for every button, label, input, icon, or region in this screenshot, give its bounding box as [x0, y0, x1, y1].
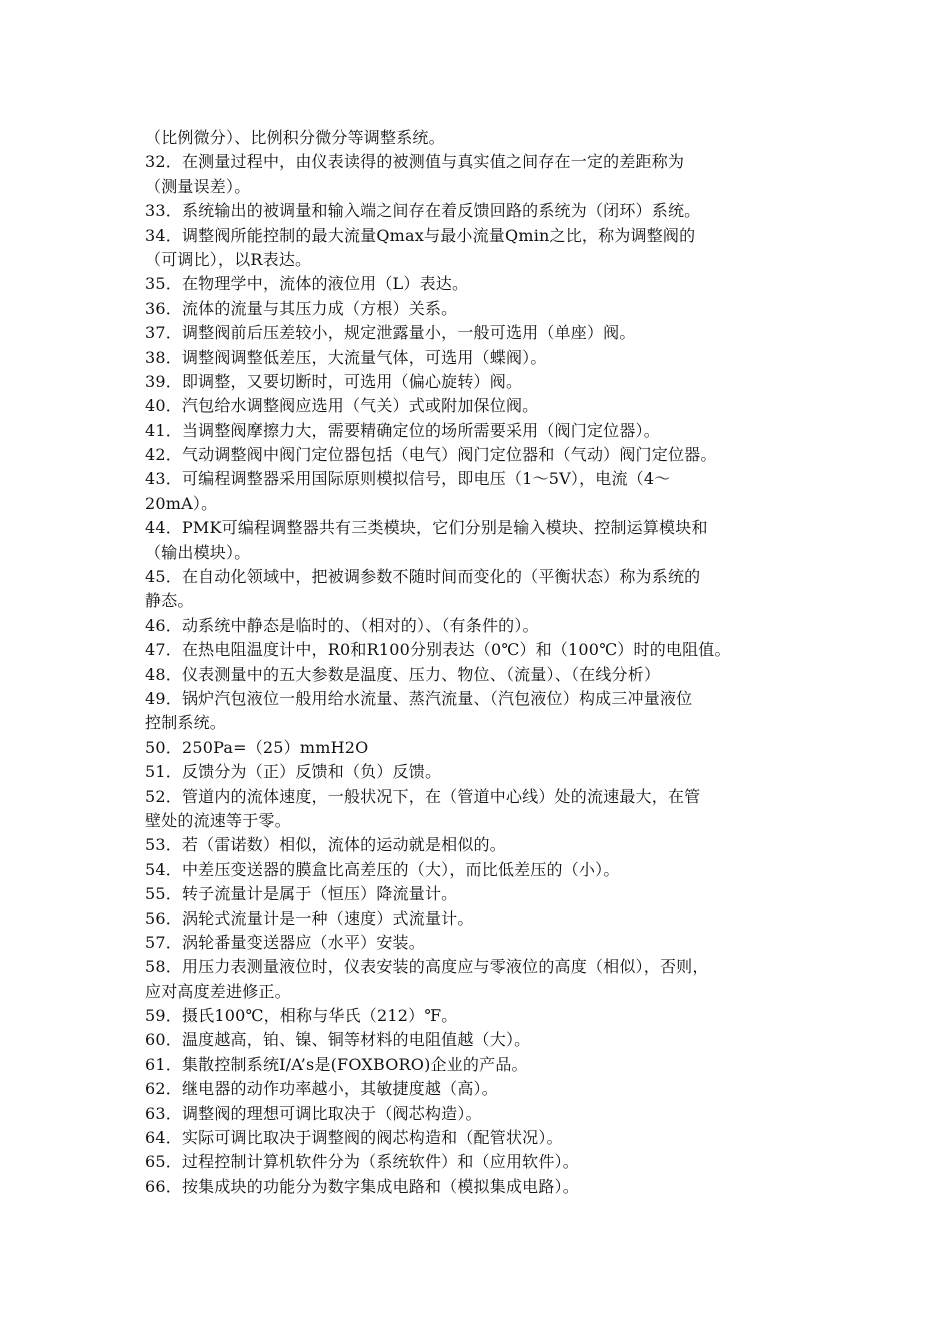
text-line: [145, 1199, 815, 1223]
text-line: （比例微分）、比例积分微分等调整系统。: [145, 128, 445, 147]
text-line: 52．管道内的流体速度，一般状况下，在（管道中心线）处的流速最大，在管: [145, 786, 701, 806]
text-line: 53．若（雷诺数）相似，流体的运动就是相似的。: [145, 835, 506, 855]
document-body: [145, 126, 815, 1224]
text-line: 65．过程控制计算机软件分为（系统软件）和（应用软件）。: [145, 1152, 579, 1172]
text-line: 51．反馈分为（正）反馈和（负）反馈。: [145, 762, 442, 782]
text-line: 35．在物理学中，流体的液位用（L）表达。: [145, 274, 469, 294]
text-line: 37．调整阀前后压差较小，规定泄露量小，一般可选用（单座）阀。: [145, 323, 636, 343]
text-line: 66．按集成块的功能分为数字集成电路和（模拟集成电路）。: [145, 1176, 579, 1196]
text-line: 46．动系统中静态是临时的、（相对的）、（有条件的）。: [145, 615, 539, 635]
text-line: 38．调整阀调整低差压，大流量气体，可选用（蝶阀）。: [145, 347, 547, 367]
text-line: 32．在测量过程中，由仪表读得的被测值与真实值之间存在一定的差距称为: [145, 152, 685, 172]
text-line: 58．用压力表测量液位时，仪表安装的高度应与零液位的高度（相似），否则，: [145, 957, 709, 977]
text-line: 42．气动调整阀中阀门定位器包括（电气）阀门定位器和（气动）阀门定位器。: [145, 445, 717, 465]
text-line: 壁处的流速等于零。: [145, 810, 291, 830]
text-line: 56．涡轮式流量计是一种（速度）式流量计。: [145, 908, 474, 928]
text-line: 44．PMK可编程调整器共有三类模块，它们分别是输入模块、控制运算模块和: [145, 518, 708, 538]
text-line: 49．锅炉汽包液位一般用给水流量、蒸汽流量、（汽包液位）构成三冲量液位: [145, 688, 693, 708]
text-line: 61．集散控制系统I/A’s是(FOXBORO)企业的产品。: [145, 1054, 528, 1074]
text-line: 40．汽包给水调整阀应选用（气关）式或附加保位阀。: [145, 396, 539, 416]
text-line: 33．系统输出的被调量和输入端之间存在着反馈回路的系统为（闭环）系统。: [145, 201, 701, 221]
text-line: 48．仪表测量中的五大参数是温度、压力、物位、（流量）、（在线分析）: [145, 664, 661, 684]
text-line: 45．在自动化领域中，把被调参数不随时间而变化的（平衡状态）称为系统的: [145, 567, 701, 587]
text-line: 62．继电器的动作功率越小，其敏捷度越（高）。: [145, 1079, 498, 1099]
text-line: （输出模块）。: [145, 542, 251, 562]
text-line: 应对高度差进修正。: [145, 981, 291, 1001]
text-line: 60．温度越高，铂、镍、铜等材料的电阻值越（大）。: [145, 1030, 531, 1050]
text-line: 63．调整阀的理想可调比取决于（阀芯构造）。: [145, 1103, 482, 1123]
text-line: 20mA）。: [145, 493, 218, 513]
text-line: 47．在热电阻温度计中，R0和R100分别表达（0℃）和（100℃）时的电阻值。: [145, 640, 731, 660]
text-line: 43．可编程调整器采用国际原则模拟信号，即电压（1～5V），电流（4～: [145, 469, 671, 489]
text-line: 36．流体的流量与其压力成（方根）关系。: [145, 298, 458, 318]
text-line: 64．实际可调比取决于调整阀的阀芯构造和（配管状况）。: [145, 1128, 563, 1148]
text-line: 59．摄氏100℃，相称与华氏（212）℉。: [145, 1006, 458, 1026]
text-line: 静态。: [145, 591, 194, 611]
text-line: 50．250Pa=（25）mmH2O: [145, 737, 369, 757]
text-line: 57．涡轮番量变送器应（水平）安装。: [145, 932, 425, 952]
text-line: 41．当调整阀摩擦力大，需要精确定位的场所需要采用（阀门定位器）。: [145, 420, 660, 440]
text-line: 39．即调整，又要切断时，可选用（偏心旋转）阀。: [145, 371, 523, 391]
text-line: 54．中差压变送器的膜盒比高差压的（大），而比低差压的（小）。: [145, 859, 620, 879]
text-line: （测量误差）。: [145, 176, 251, 196]
text-line: 34．调整阀所能控制的最大流量Qmax与最小流量Qmin之比，称为调整阀的: [145, 225, 696, 245]
text-line: 55．转子流量计是属于（恒压）降流量计。: [145, 884, 458, 904]
text-line: 控制系统。: [145, 713, 227, 733]
text-line: （可调比），以R表达。: [145, 249, 312, 269]
